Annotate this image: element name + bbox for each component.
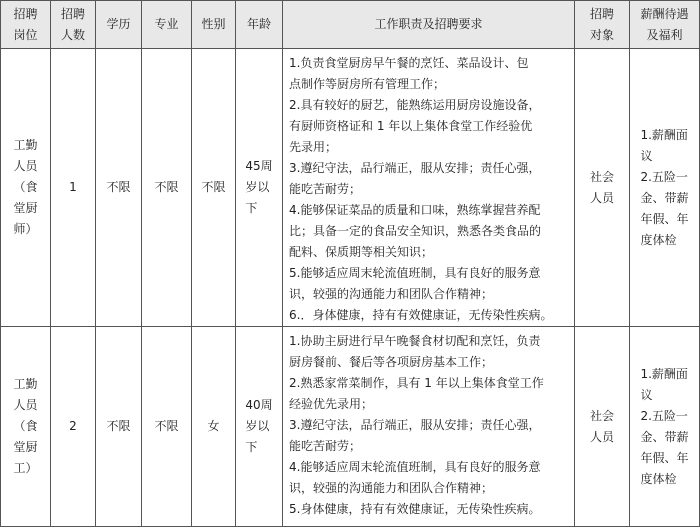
cell-gender: 女: [192, 327, 236, 527]
cell-target: 社会 人员: [575, 327, 630, 527]
duty-line: 比；具备一定的食品安全知识，熟悉各类食品的: [289, 224, 542, 238]
cell-major: 不限: [142, 49, 192, 327]
header-salary: 薪酬待遇 及福利: [630, 1, 700, 49]
cell-duties: [283, 49, 575, 327]
duty-line: 1.负责食堂厨房早午餐的烹饪、菜品设计、包: [289, 56, 529, 70]
duty-line: 有厨师资格证和 1 年以上集体食堂工作经验优: [289, 119, 533, 133]
table-row: [1, 327, 700, 527]
cell-position: 工勤 人员 （食 堂厨 工）: [1, 327, 51, 527]
duty-line: 点制作等厨房所有管理工作；: [289, 77, 446, 91]
duty-line: 4.能够适应周末轮流值班制，具有良好的服务意: [289, 460, 541, 474]
header-count: 招聘 人数: [51, 1, 96, 49]
duty-line: 识，较强的沟通能力和团队合作精神；: [289, 287, 494, 301]
duty-line: 能吃苦耐劳；: [289, 439, 362, 453]
cell-major: 不限: [142, 327, 192, 527]
duty-line: 5.能够适应周末轮流值班制，具有良好的服务意: [289, 266, 541, 280]
header-position: 招聘 岗位: [1, 1, 51, 49]
cell-duties: [283, 327, 575, 527]
cell-age: 40周 岁以 下: [236, 327, 283, 527]
duty-line: 2.熟悉家常菜制作，具有 1 年以上集体食堂工作: [289, 376, 544, 390]
header-duties: 工作职责及招聘要求: [283, 1, 575, 49]
duty-line: 能吃苦耐劳；: [289, 182, 362, 196]
header-row: [1, 1, 700, 49]
duty-line: 厨房餐前、餐后等各项厨房基本工作；: [289, 355, 494, 369]
duty-line: 4.能够保证菜品的质量和口味，熟练掌握营养配: [289, 203, 541, 217]
cell-target: 社会 人员: [575, 49, 630, 327]
duty-line: 2.具有较好的厨艺，能熟练运用厨房设施设备，: [289, 98, 541, 112]
table-row: [1, 49, 700, 327]
header-education: 学历: [96, 1, 142, 49]
duty-line: 3.遵纪守法，品行端正，服从安排；责任心强，: [289, 161, 541, 175]
duty-line: 识，较强的沟通能力和团队合作精神；: [289, 481, 494, 495]
duty-line: 6.．身体健康，持有有效健康证，无传染性疾病。: [289, 308, 553, 322]
duty-line: 配料、保质期等相关知识；: [289, 245, 434, 259]
cell-salary: 1.薪酬面 议 2.五险一 金、带薪 年假、年 度体检: [630, 327, 700, 527]
duty-line: 3.遵纪守法，品行端正，服从安排；责任心强，: [289, 418, 541, 432]
cell-education: 不限: [96, 327, 142, 527]
duty-line: 先录用；: [289, 140, 338, 154]
header-major: 专业: [142, 1, 192, 49]
cell-count: 2: [51, 327, 96, 527]
header-age: 年龄: [236, 1, 283, 49]
cell-education: 不限: [96, 49, 142, 327]
cell-count: 1: [51, 49, 96, 327]
header-gender: 性别: [192, 1, 236, 49]
header-target: 招聘 对象: [575, 1, 630, 49]
duty-line: 1.协助主厨进行早午晚餐食材切配和烹饪，负责: [289, 334, 541, 348]
duty-line: 5.身体健康，持有有效健康证，无传染性疾病。: [289, 502, 541, 516]
cell-position: 工勤 人员 （食 堂厨 师）: [1, 49, 51, 327]
cell-salary: 1.薪酬面 议 2.五险一 金、带薪 年假、年 度体检: [630, 49, 700, 327]
cell-age: 45周 岁以 下: [236, 49, 283, 327]
cell-gender: 不限: [192, 49, 236, 327]
duty-line: 经验优先录用；: [289, 397, 374, 411]
